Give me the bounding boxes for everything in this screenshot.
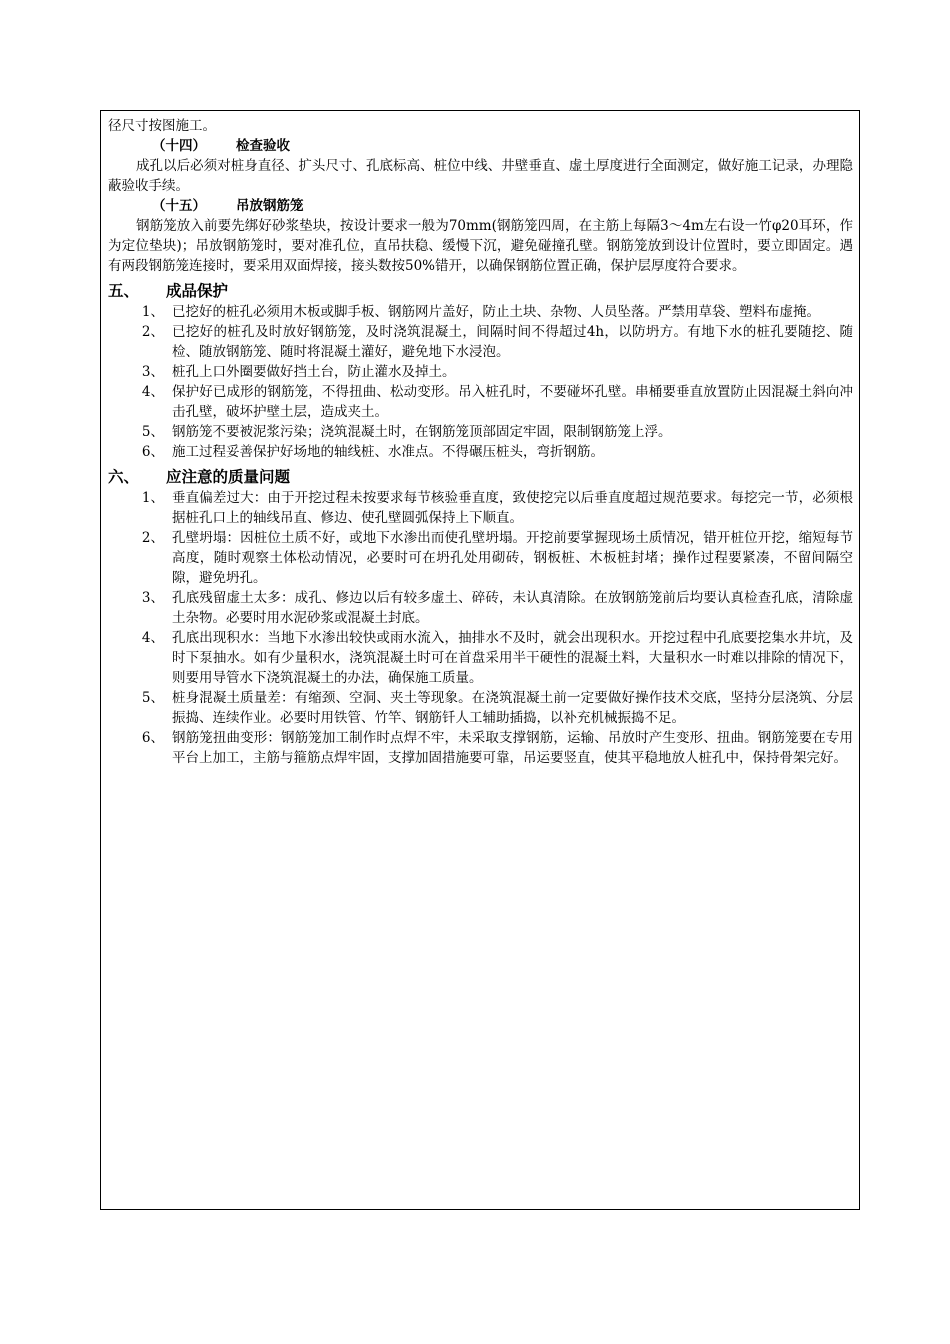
item-number: 2、 xyxy=(141,324,164,340)
item-text: 已挖好的桩孔必须用木板或脚手板、钢筋网片盖好，防止土块、杂物、人员坠落。严禁用草袋、塑料布虚掩。 xyxy=(172,304,820,320)
item-number: 5、 xyxy=(141,690,164,706)
list-item xyxy=(108,442,853,462)
section-5-number: 五、 xyxy=(108,281,140,300)
list-item xyxy=(108,362,853,382)
item-number: 4、 xyxy=(141,384,164,400)
item-text: 垂直偏差过大：由于开挖过程未按要求每节核验垂直度，致使挖完以后垂直度超过规范要求。每挖完一节，必须根据桩孔口上的轴线吊直、修边、使孔壁圆弧保持上下顺直。 xyxy=(172,490,853,526)
item-text: 孔底出现积水：当地下水渗出较快或雨水流入，抽排水不及时，就会出现积水。开挖过程中孔底要挖集水井坑，及时下泵抽水。如有少量积水，浇筑混凝土时可在首盘采用半干硬性的混凝土料，大量积水一时难以排除的情况下，则要用导管水下浇筑混凝土的办法，确保施工质量。 xyxy=(172,630,853,686)
list-item xyxy=(108,302,853,322)
item-text: 桩身混凝土质量差：有缩颈、空洞、夹土等现象。在浇筑混凝土前一定要做好操作技术交底，坚持分层浇筑、分层振捣、连续作业。必要时用铁管、竹竿、钢筋钎人工辅助插捣，以补充机械振捣不足。 xyxy=(172,690,853,726)
item-number: 2、 xyxy=(141,530,164,546)
list-item xyxy=(108,382,853,422)
item-number: 1、 xyxy=(141,490,164,506)
subsection-14-text: 成孔以后必须对桩身直径、扩头尺寸、孔底标高、桩位中线、井壁垂直、虚土厚度进行全面测定，做好施工记录，办理隐蔽验收手续。 xyxy=(108,158,853,194)
list-item xyxy=(108,688,853,728)
item-number: 3、 xyxy=(141,590,164,606)
item-number: 5、 xyxy=(141,424,164,440)
item-number: 6、 xyxy=(141,730,164,746)
item-number: 1、 xyxy=(141,304,164,320)
subsection-14-heading xyxy=(108,136,853,156)
subsection-14-title: 检查验收 xyxy=(236,138,290,154)
section-6-heading xyxy=(108,466,853,488)
list-item xyxy=(108,588,853,628)
item-text: 桩孔上口外圈要做好挡土台，防止灌水及掉土。 xyxy=(172,364,456,380)
item-number: 4、 xyxy=(141,630,164,646)
list-item xyxy=(108,728,853,768)
list-item xyxy=(108,528,853,588)
section-5-title: 成品保护 xyxy=(166,281,229,300)
item-text: 钢筋笼扭曲变形：钢筋笼加工制作时点焊不牢，未采取支撑钢筋，运输、吊放时产生变形、扭曲。钢筋笼要在专用平台上加工，主筋与箍筋点焊牢固，支撑加固措施要可靠，吊运要竖直，使其平稳地放人桩孔中，保持骨架完好。 xyxy=(172,730,853,766)
intro-line: 径尺寸按图施工。 xyxy=(108,118,216,134)
item-text: 已挖好的桩孔及时放好钢筋笼，及时浇筑混凝土，间隔时间不得超过4h，以防坍方。有地下水的桩孔要随挖、随检、随放钢筋笼、随时将混凝土灌好，避免地下水浸泡。 xyxy=(172,324,853,360)
section-6-title: 应注意的质量问题 xyxy=(166,467,291,486)
document-frame xyxy=(100,110,860,1210)
item-number: 3、 xyxy=(141,364,164,380)
list-item xyxy=(108,322,853,362)
list-item xyxy=(108,488,853,528)
section-5-heading xyxy=(108,280,853,302)
subsection-15-text: 钢筋笼放入前要先绑好砂浆垫块，按设计要求一般为70mm(钢筋笼四周，在主筋上每隔3～4m左右设一竹φ20耳环，作为定位垫块)；吊放钢筋笼时，要对准孔位，直吊扶稳、缓慢下沉，避免碰撞孔壁。钢筋笼放到设计位置时，要立即固定。遇有两段钢筋笼连接时，要采用双面焊接，接头数按50%错开，以确保钢筋位置正确，保护层厚度符合要求。 xyxy=(108,218,853,274)
document-content xyxy=(108,116,853,768)
item-text: 孔壁坍塌：因桩位土质不好，或地下水渗出而使孔壁坍塌。开挖前要掌握现场土质情况，错开桩位开挖，缩短每节高度，随时观察土体松动情况，必要时可在坍孔处用砌砖，钢板桩、木板桩封堵；操作过程要紧凑，不留间隔空隙，避免坍孔。 xyxy=(172,530,853,586)
subsection-15-title: 吊放钢筋笼 xyxy=(236,198,304,214)
item-number: 6、 xyxy=(141,444,164,460)
section-6-number: 六、 xyxy=(108,467,140,486)
subsection-14-number: （十四） xyxy=(152,138,206,154)
item-text: 保护好已成形的钢筋笼，不得扭曲、松动变形。吊入桩孔时，不要碰坏孔壁。串桶要垂直放置防止因混凝土斜向冲击孔壁，破坏护壁土层，造成夹土。 xyxy=(172,384,853,420)
list-item xyxy=(108,422,853,442)
list-item xyxy=(108,628,853,688)
subsection-15-number: （十五） xyxy=(152,198,206,214)
subsection-15-heading xyxy=(108,196,853,216)
item-text: 孔底残留虚土太多：成孔、修边以后有较多虚土、碎砖，未认真清除。在放钢筋笼前后均要认真检查孔底，清除虚土杂物。必要时用水泥砂浆或混凝土封底。 xyxy=(172,590,853,626)
item-text: 施工过程妥善保护好场地的轴线桩、水准点。不得碾压桩头，弯折钢筋。 xyxy=(172,444,604,460)
item-text: 钢筋笼不要被泥浆污染；浇筑混凝土时，在钢筋笼顶部固定牢固，限制钢筋笼上浮。 xyxy=(172,424,672,440)
